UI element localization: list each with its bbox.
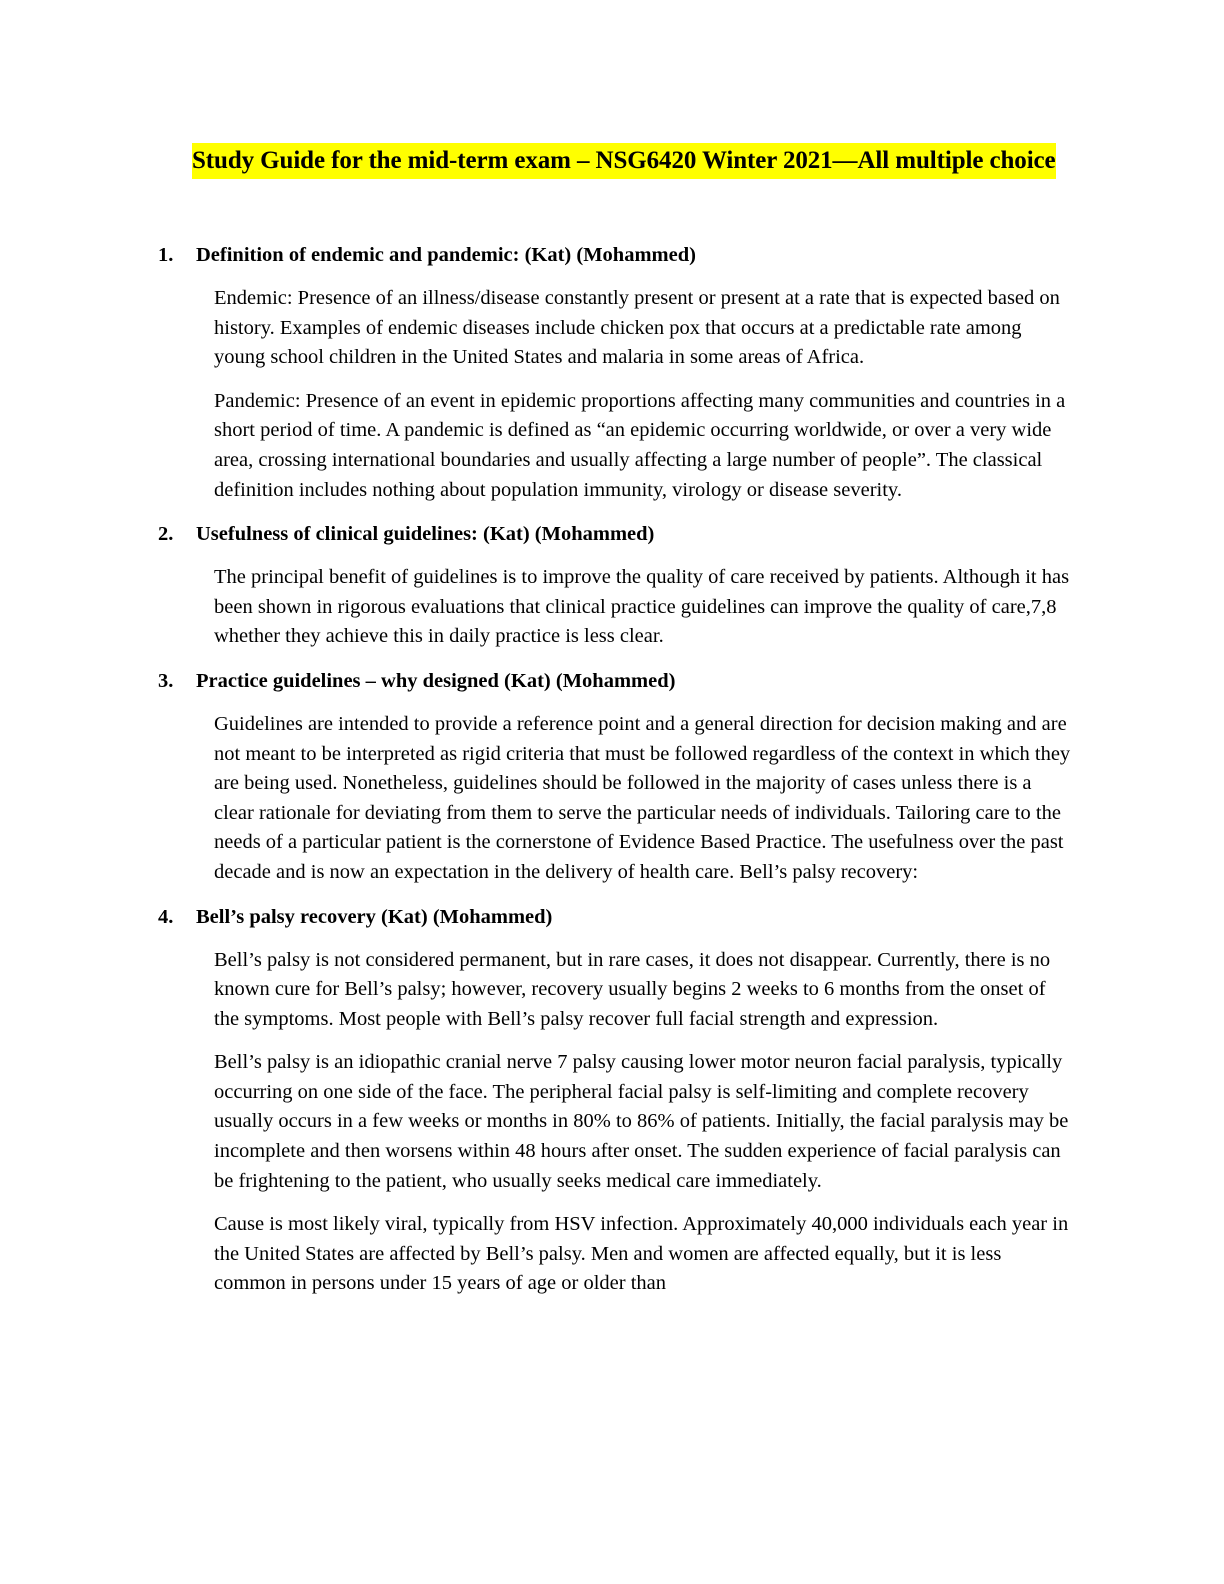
paragraph: Guidelines are intended to provide a reference point and a general direction for decision making and are not meant to be interpreted as rigid criteria that must be followed regardless of the context in which they are being used. Nonetheless, guidelines should be followed in the majority of cases unless there is a clear rationale for deviating from them to serve the particular needs of individuals. Tailoring care to the needs of a particular patient is the cornerstone of Evidence Based Practice. The usefulness over the past decade and is now an expectation in the delivery of health care. Bell’s palsy recovery:: [214, 712, 1071, 883]
section-heading: [158, 902, 1078, 932]
section-heading: [158, 240, 1078, 270]
section-title: Definition of endemic and pandemic: (Kat) (Mohammed): [196, 244, 696, 266]
section-4: [158, 902, 1078, 1300]
section-number: 3.: [158, 669, 174, 692]
paragraph: The principal benefit of guidelines is to improve the quality of care received by patients. Although it has been shown in rigorous evaluations that clinical practice guidelines can improve the quality of care,7,8 whether they achieve this in daily practice is less clear.: [214, 566, 1070, 648]
section-title: Usefulness of clinical guidelines: (Kat) (Mohammed): [196, 523, 655, 546]
document-body: [158, 240, 1078, 1313]
section-1: [158, 240, 1078, 505]
paragraph: Endemic: Presence of an illness/disease constantly present or present at a rate that is expected based on history. Examples of endemic diseases include chicken pox that occurs at a predictable rate among young school children in the United States and malaria in some areas of Africa.: [214, 287, 1060, 369]
section-heading: [158, 519, 1078, 549]
section-number: 4.: [158, 905, 174, 928]
paragraph: Cause is most likely viral, typically from HSV infection. Approximately 40,000 individuals each year in the United States are affected by Bell’s palsy. Men and women are affected equally, but it is less common in persons under 15 years of age or older than: [214, 1213, 1069, 1295]
section-title: Bell’s palsy recovery (Kat) (Mohammed): [196, 905, 553, 928]
section-heading: [158, 666, 1078, 696]
document-title: Study Guide for the mid-term exam – NSG6420 Winter 2021—All multiple choice: [192, 143, 1056, 179]
section-2: [158, 519, 1078, 652]
section-number: 1.: [158, 244, 174, 266]
section-number: 2.: [158, 523, 174, 546]
paragraph: Bell’s palsy is an idiopathic cranial nerve 7 palsy causing lower motor neuron facial paralysis, typically occurring on one side of the face. The peripheral facial palsy is self-limiting and complete recovery usually occurs in a few weeks or months in 80% to 86% of patients. Initially, the facial paralysis may be incomplete and then worsens within 48 hours after onset. The sudden experience of facial paralysis can be frightening to the patient, who usually seeks medical care immediately.: [214, 1051, 1069, 1192]
paragraph: Bell’s palsy is not considered permanent, but in rare cases, it does not disappear. Currently, there is no known cure for Bell’s palsy; however, recovery usually begins 2 weeks to 6 months from the onset of the symptoms. Most people with Bell’s palsy recover full facial strength and expression.: [214, 948, 1051, 1030]
section-title: Practice guidelines – why designed (Kat) (Mohammed): [196, 669, 676, 692]
title-wrapper: [192, 143, 1160, 179]
section-3: [158, 666, 1078, 888]
paragraph: Pandemic: Presence of an event in epidemic proportions affecting many communities and countries in a short period of time. A pandemic is defined as “an epidemic occurring worldwide, or over a very wide area, crossing international boundaries and usually affecting a large number of people”. The classical definition includes nothing about population immunity, virology or disease severity.: [214, 389, 1066, 501]
